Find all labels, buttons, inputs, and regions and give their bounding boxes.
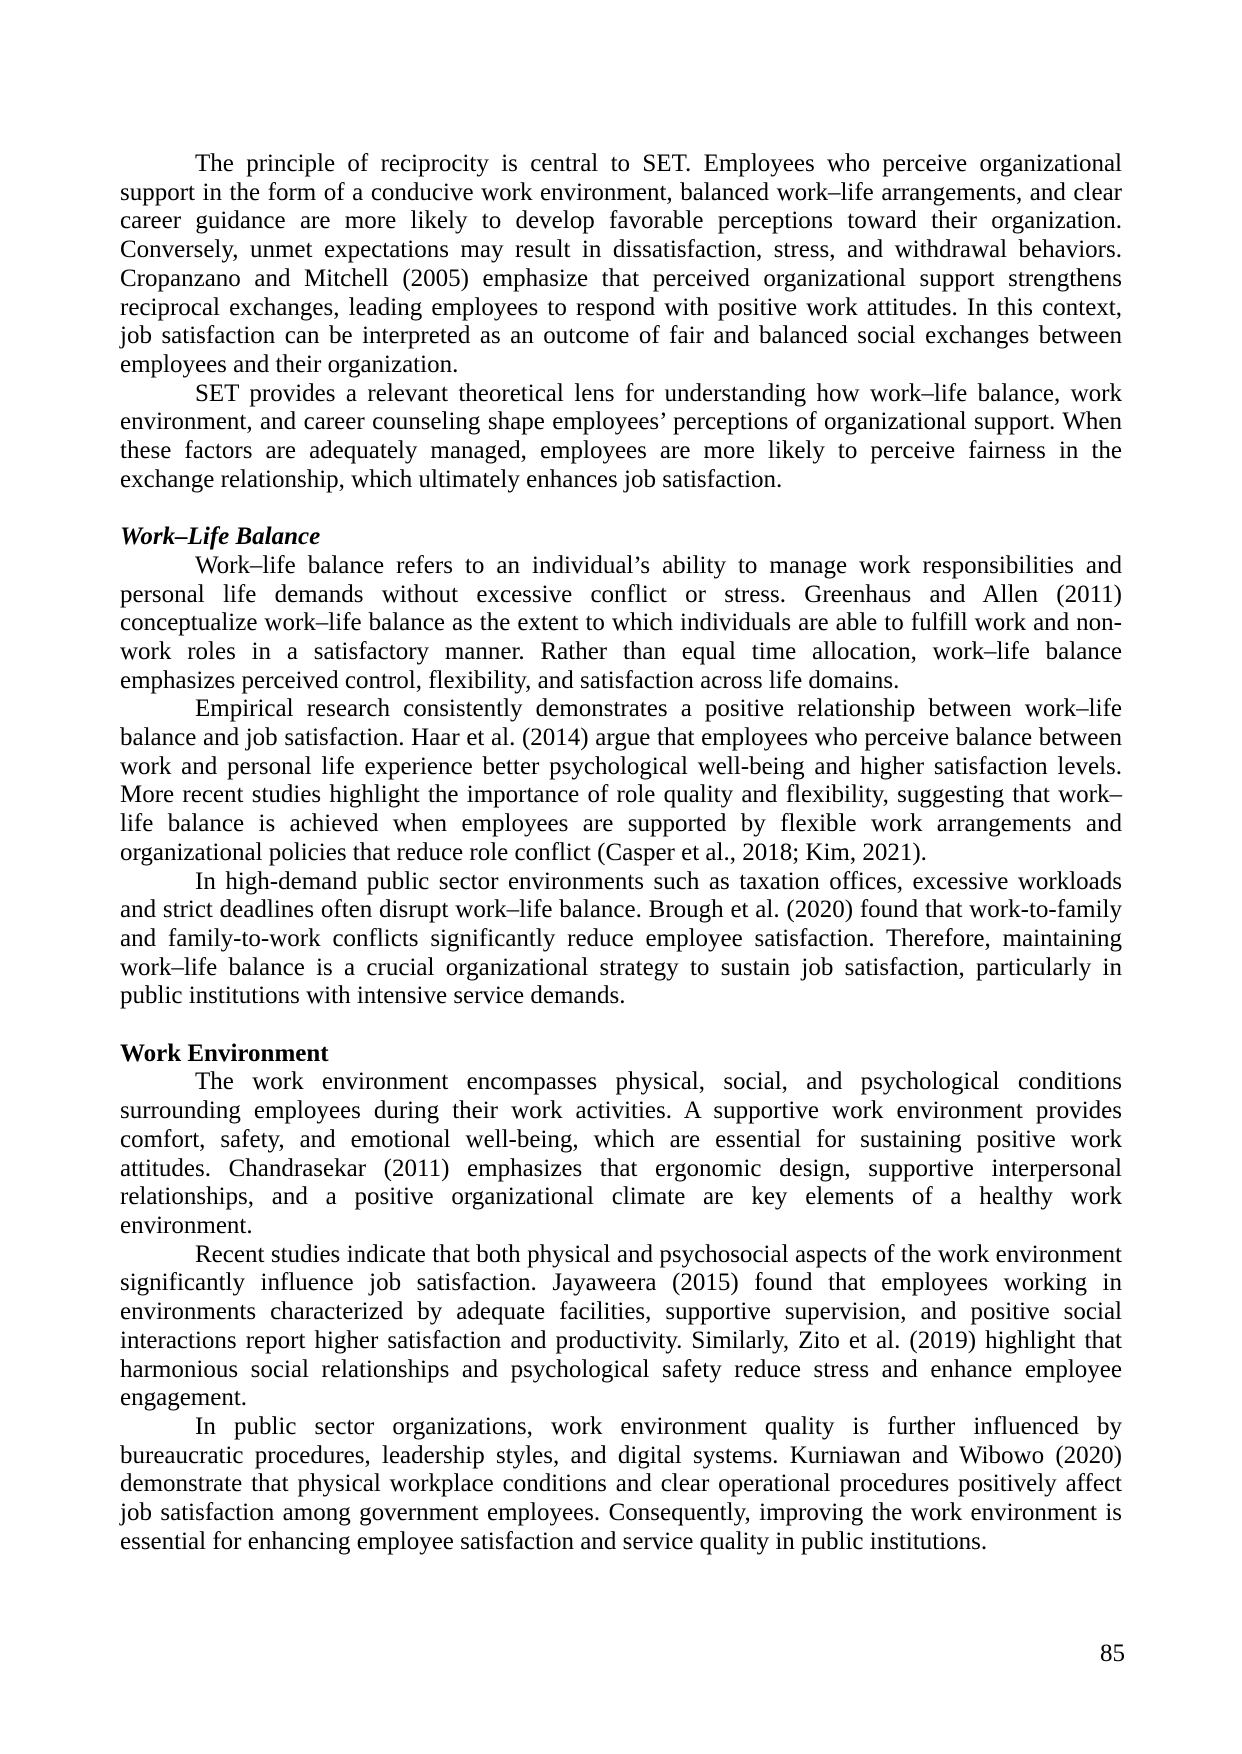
paragraph-set-theoretical-lens: SET provides a relevant theoretical lens for understanding how work–life balance, work environment, and career counseling shape employees’ perceptions of organizational support. When these factors are adequately managed, employees are more likely to perceive fairness in the exchange relationship, which ultimately enhances job satisfaction. [120, 379, 1122, 493]
paragraph-wlb-empirical-research: Empirical research consistently demonstrates a positive relationship between work–life balance and job satisfaction. Haar et al. (2014) argue that employees who perceive balance between work and personal life experience better psychological well-being and higher satisfaction levels. More recent studies highlight the importance of role quality and flexibility, suggesting that work–life balance is achieved when employees are supported by flexible work arrangements and organizational policies that reduce role conflict (Casper et al., 2018; Kim, 2021). [120, 695, 1122, 866]
paragraph-we-public-sector: In public sector organizations, work environment quality is further influenced by bureaucratic procedures, leadership styles, and digital systems. Kurniawan and Wibowo (2020) demonstrate that physical workplace conditions and clear operational procedures positively affect job satisfaction among government employees. Consequently, improving the work environment is essential for enhancing employee satisfaction and service quality in public institutions. [120, 1412, 1122, 1555]
paragraph-we-recent-studies: Recent studies indicate that both physical and psychosocial aspects of the work environment significantly influence job satisfaction. Jayaweera (2015) found that employees working in environments characterized by adequate facilities, supportive supervision, and positive social interactions report higher satisfaction and productivity. Similarly, Zito et al. (2019) highlight that harmonious social relationships and psychological safety reduce stress and enhance employee engagement. [120, 1240, 1122, 1412]
page-number: 85 [1100, 1640, 1125, 1667]
section-heading-work-life-balance: Work–Life Balance [120, 523, 321, 551]
paragraph-set-reciprocity: The principle of reciprocity is central to SET. Employees who perceive organizational support in the form of a conducive work environment, balanced work–life arrangements, and clear career guidance are more likely to develop favorable perceptions toward their organization. Conversely, unmet expectations may result in dissatisfaction, stress, and withdrawal behaviors. Cropanzano and Mitchell (2005) emphasize that perceived organizational support strengthens reciprocal exchanges, leading employees to respond with positive work attitudes. In this context, job satisfaction can be interpreted as an outcome of fair and balanced social exchanges between employees and their organization. [120, 150, 1122, 378]
section-heading-work-environment: Work Environment [120, 1039, 329, 1067]
page-content [120, 150, 1122, 1556]
paragraph-we-definition: The work environment encompasses physical, social, and psychological conditions surrounding employees during their work activities. A supportive work environment provides comfort, safety, and emotional well-being, which are essential for sustaining positive work attitudes. Chandrasekar (2011) emphasizes that ergonomic design, supportive interpersonal relationships, and a positive organizational climate are key elements of a healthy work environment. [120, 1068, 1122, 1239]
paragraph-wlb-public-sector: In high-demand public sector environments such as taxation offices, excessive workloads and strict deadlines often disrupt work–life balance. Brough et al. (2020) found that work-to-family and family-to-work conflicts significantly reduce employee satisfaction. Therefore, maintaining work–life balance is a crucial organizational strategy to sustain job satisfaction, particularly in public institutions with intensive service demands. [120, 867, 1122, 1010]
paragraph-wlb-definition: Work–life balance refers to an individual’s ability to manage work responsibilities and personal life demands without excessive conflict or stress. Greenhaus and Allen (2011) conceptualize work–life balance as the extent to which individuals are able to fulfill work and non-work roles in a satisfactory manner. Rather than equal time allocation, work–life balance emphasizes perceived control, flexibility, and satisfaction across life domains. [120, 551, 1122, 694]
